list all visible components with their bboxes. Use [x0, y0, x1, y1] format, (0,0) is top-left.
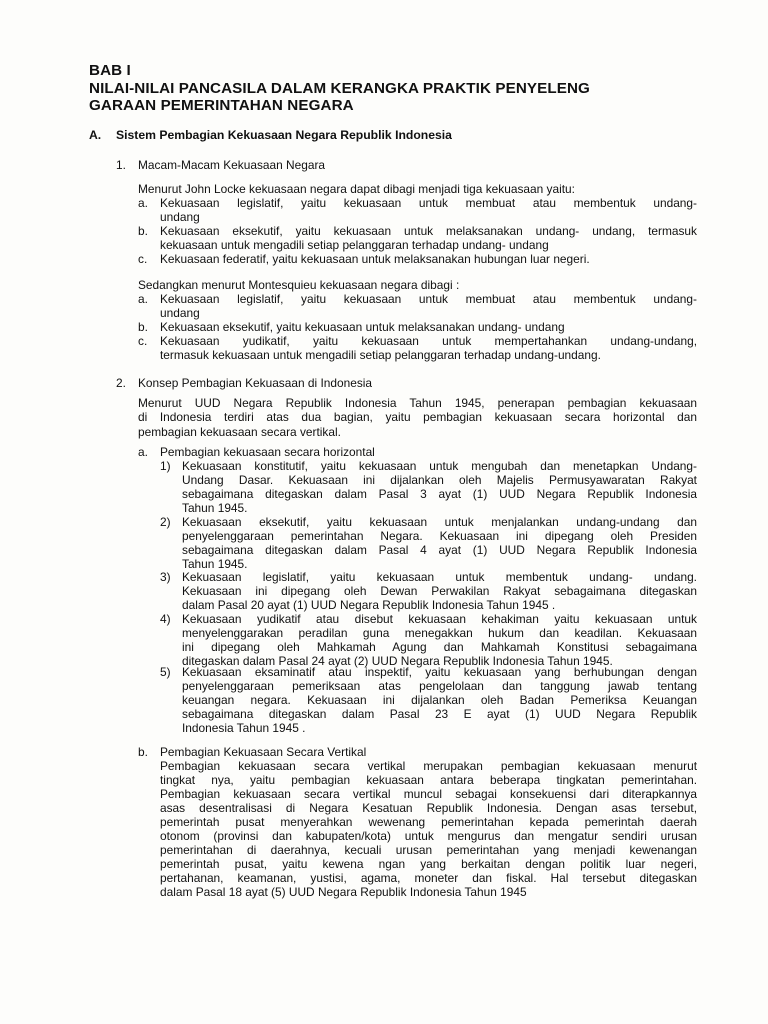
list-item-line: Undang Dasar. Kekuasaan ini dijalankan oleh Majelis Permusyawaratan Rakyat: [182, 472, 697, 487]
chapter-heading: [89, 62, 709, 115]
list-marker: b.: [138, 224, 148, 238]
list-marker: a.: [138, 292, 148, 306]
list-item-line: penyelenggaraan pemeriksaan atas pengelolaan dan tanggung jawab tentang: [182, 678, 697, 693]
list-item-line: Kekuasaan legislatif, yaitu kekuasaan untuk membuat atau membentuk undang-: [160, 292, 697, 306]
list-item-line: Kekuasaan ini dipegang oleh Dewan Perwakilan Rakyat sebagaimana ditegaskan: [182, 583, 697, 598]
list-item-line: Kekuasaan legislatif, yaitu kekuasaan untuk membentuk undang- undang.: [182, 570, 697, 584]
list-item-line: Tahun 1945.: [182, 556, 248, 571]
paragraph-line: tingkat nya, yaitu pembagian kekuasaan antara beberapa tingkatan pemerintahan.: [160, 772, 697, 787]
list-item-line: sebagaimana ditegaskan dalam Pasal 4 ayat (1) UUD Negara Republik Indonesia: [182, 542, 697, 557]
paragraph-line: pertahanan, keamanan, yustisi, agama, moneter dan fiskal. Hal tersebut ditegaskan: [160, 870, 697, 885]
section-title: Sistem Pembagian Kekuasaan Negara Republik Indonesia: [116, 128, 452, 142]
section-2-marker: 2.: [116, 376, 126, 390]
list-item-line: Kekuasaan legislatif, yaitu kekuasaan untuk membuat atau membentuk undang-: [160, 196, 697, 210]
list-marker: 4): [160, 612, 171, 626]
paragraph-line: pemerintah pusat menyerahkan wewenang pemerintahan kepada pemerintah daerah: [160, 814, 697, 829]
list-marker: 5): [160, 665, 171, 679]
list-item-line: termasuk kekuasaan untuk mengadili setiap pelanggaran terhadap undang-undang.: [160, 348, 601, 363]
list-item-line: Kekuasaan federatif, yaitu kekuasaan untuk melaksanakan hubungan luar negeri.: [160, 252, 590, 266]
section-a-heading: [89, 128, 709, 142]
subsection-marker: b.: [138, 745, 148, 759]
section-1-title: Macam-Macam Kekuasaan Negara: [138, 158, 326, 172]
list-item-line: penyelenggaraan pemerintahan Negara. Kekuasaan ini dipegang oleh Presiden: [182, 528, 697, 543]
chapter-title-line: GARAAN PEMERINTAHAN NEGARA: [89, 97, 354, 114]
list-item-line: Kekuasaan eksekutif, yaitu kekuasaan untuk melaksanakan undang- undang: [160, 320, 565, 334]
list-marker: b.: [138, 320, 148, 334]
subsection-marker: a.: [138, 445, 148, 459]
list-item-line: kekuasaan untuk mengadili setiap pelanggaran terhadap undang- undang: [160, 238, 549, 253]
paragraph-line: Pembagian kekuasaan secara vertikal merupakan pembagian kekuasaan menurut: [160, 759, 697, 773]
list-marker: c.: [138, 334, 148, 348]
subsection-title: Pembagian Kekuasaan Secara Vertikal: [160, 745, 367, 759]
paragraph-line: otonom (provinsi dan kabupaten/kota) untuk mengurus dan mengatur sendiri urusan: [160, 828, 697, 843]
list-item-line: dalam Pasal 20 ayat (1) UUD Negara Republik Indonesia Tahun 1945 .: [182, 597, 556, 612]
paragraph-line: dalam Pasal 18 ayat (5) UUD Negara Republik Indonesia Tahun 1945: [160, 884, 527, 899]
list-marker: c.: [138, 252, 148, 266]
list-marker: 2): [160, 515, 171, 529]
list-item-line: Kekuasaan konstitutif, yaitu kekuasaan untuk mengubah dan menetapkan Undang-: [182, 459, 697, 473]
paragraph-line: Menurut UUD Negara Republik Indonesia Tahun 1945, penerapan pembagian kekuasaan: [138, 396, 697, 410]
list-item-line: ini dipegang oleh Mahkamah Agung dan Mahkamah Konstitusi sebagaimana: [182, 639, 697, 654]
list-item-line: Tahun 1945.: [182, 500, 248, 515]
paragraph-line: Pembagian kekuasaan secara vertikal muncul sebagai konsekuensi dari diterapkannya: [160, 786, 697, 801]
list-item-line: Indonesia Tahun 1945 .: [182, 720, 306, 735]
list-item-line: Kekuasaan yudikatif atau disebut kekuasaan kehakiman yaitu kekuasaan untuk: [182, 612, 697, 626]
montesquieu-intro: Sedangkan menurut Montesquieu kekuasaan negara dibagi :: [138, 278, 460, 292]
list-item-line: Kekuasaan eksekutif, yaitu kekuasaan untuk menjalankan undang-undang dan: [182, 515, 697, 529]
list-item-line: ditegaskan dalam Pasal 24 ayat (2) UUD Negara Republik Indonesia Tahun 1945.: [182, 653, 613, 668]
paragraph-line: pemerintah pusat, yaitu kewena ngan yang berkaitan dengan politik luar negeri,: [160, 856, 697, 871]
list-item-line: menyelenggarakan peradilan guna menegakkan hukum dan keadilan. Kekuasaan: [182, 625, 697, 640]
section-2-title: Konsep Pembagian Kekuasaan di Indonesia: [138, 376, 373, 390]
list-item-line: Kekuasaan eksekutif, yaitu kekuasaan untuk melaksanakan undang- undang, termasuk: [160, 224, 697, 238]
list-marker: a.: [138, 196, 148, 210]
section-1-marker: 1.: [116, 158, 126, 172]
list-item-line: sebagaimana ditegaskan dalam Pasal 23 E ayat (1) UUD Negara Republik: [182, 706, 697, 721]
list-item-line: undang: [160, 306, 200, 321]
list-item-line: undang: [160, 210, 200, 225]
list-item-line: Kekuasaan yudikatif, yaitu kekuasaan untuk mempertahankan undang-undang,: [160, 334, 697, 348]
list-item-line: keuangan negara. Kekuasaan ini dijalankan oleh Badan Pemeriksa Keuangan: [182, 692, 697, 707]
paragraph-line: pemerintahan di daerahnya, kecuali urusan pemerintahan yang menjadi kewenangan: [160, 842, 697, 857]
section-marker: A.: [89, 128, 102, 142]
locke-intro: Menurut John Locke kekuasaan negara dapat dibagi menjadi tiga kekuasaan yaitu:: [138, 182, 575, 196]
list-item-line: Kekuasaan eksaminatif atau inspektif, yaitu kekuasaan yang berhubungan dengan: [182, 665, 697, 679]
chapter-number: BAB I: [89, 62, 131, 79]
paragraph-line: pembagian kekuasaan secara vertikal.: [138, 424, 341, 439]
paragraph-line: asas desentralisasi di Negara Kesatuan Republik Indonesia. Dengan asas tersebut,: [160, 800, 697, 815]
subsection-title: Pembagian kekuasaan secara horizontal: [160, 445, 375, 459]
list-marker: 1): [160, 459, 171, 473]
list-item-line: sebagaimana ditegaskan dalam Pasal 3 ayat (1) UUD Negara Republik Indonesia: [182, 486, 697, 501]
paragraph-line: di Indonesia terdiri atas dua bagian, yaitu pembagian kekuasaan secara horizontal dan: [138, 410, 697, 425]
chapter-title-line: NILAI-NILAI PANCASILA DALAM KERANGKA PRAKTIK PENYELENG: [89, 79, 590, 97]
list-marker: 3): [160, 570, 171, 584]
